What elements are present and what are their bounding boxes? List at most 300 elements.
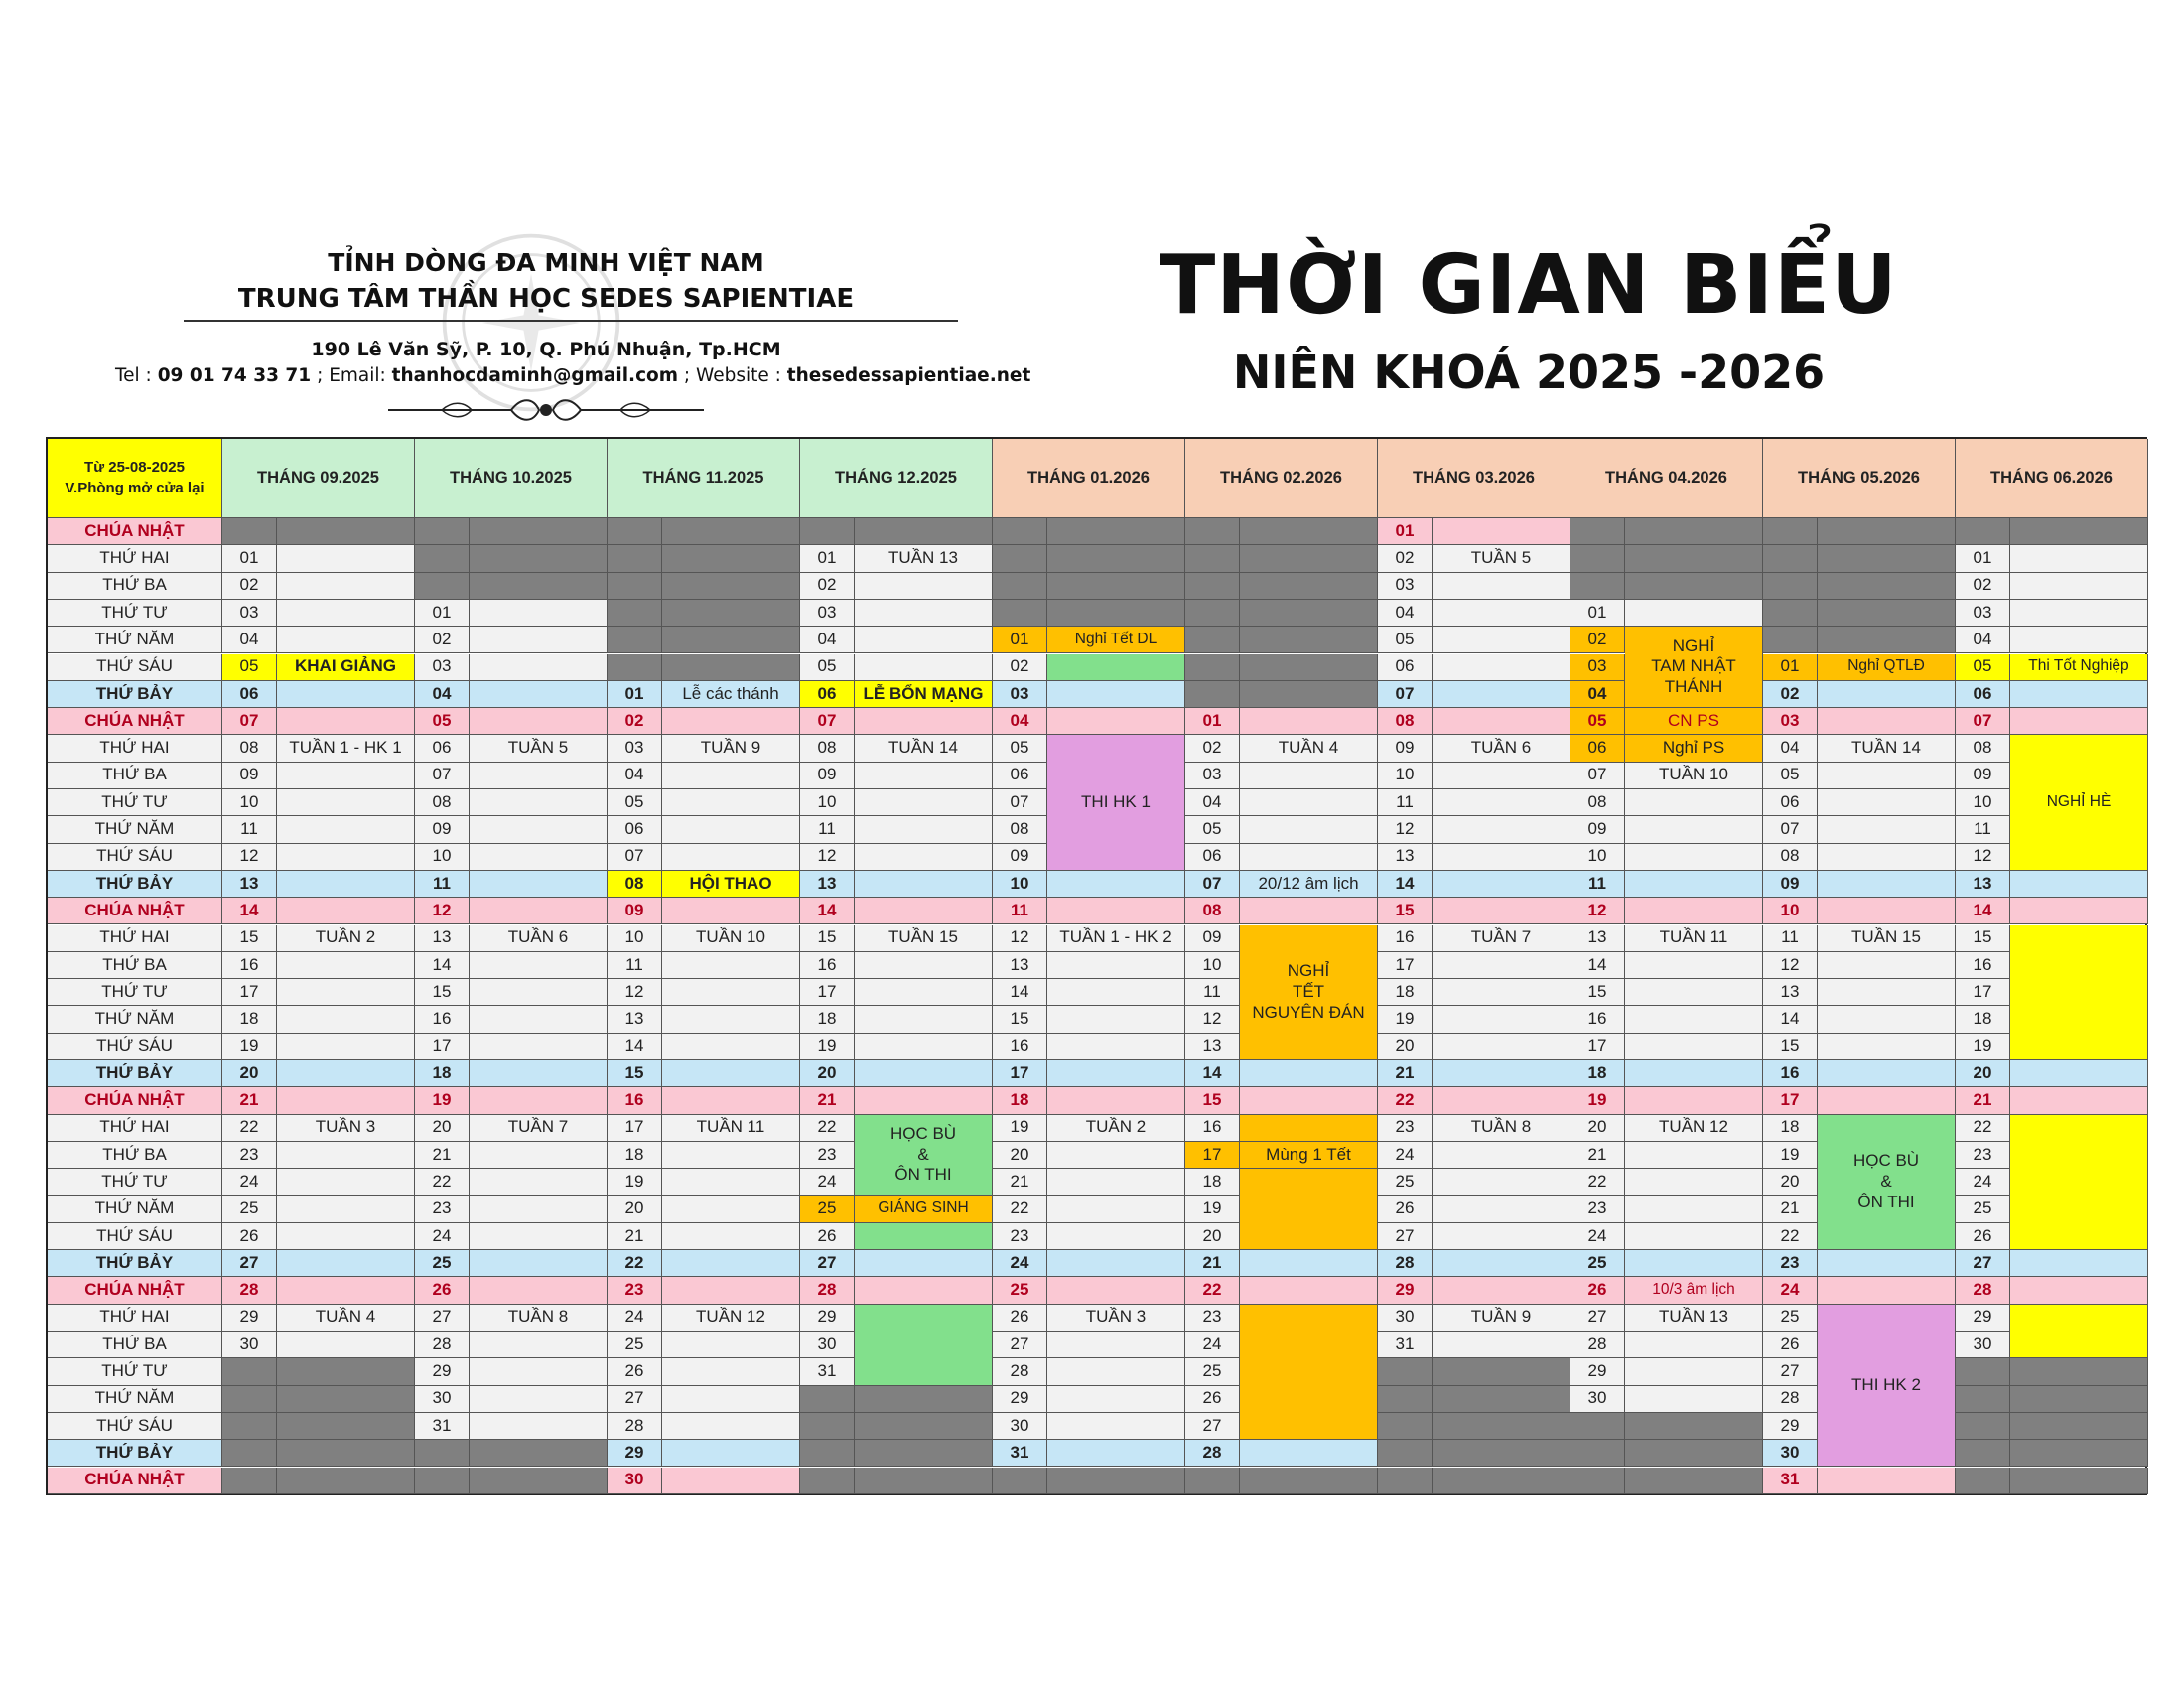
empty-cell [277,518,415,545]
day-number: 26 [1763,1332,1818,1358]
week-note [470,979,608,1006]
event-cell [2010,735,2148,871]
day-number: 14 [993,979,1047,1006]
event-text: 20/12 âm lịch [1258,873,1359,893]
day-number: 13 [1185,1034,1240,1060]
week-note [1433,844,1570,871]
week-note [1818,1277,1956,1304]
day-number: 29 [415,1358,470,1385]
day-label: THỨ SÁU [48,1413,222,1440]
empty-cell [470,545,608,572]
empty-cell [1240,518,1378,545]
day-number: 02 [993,654,1047,681]
day-number: 19 [1956,1034,2010,1060]
day-number: 24 [415,1223,470,1250]
day-label: THỨ SÁU [48,654,222,681]
empty-cell [1433,1468,1570,1494]
org-name-center: TRUNG TÂM THẦN HỌC SEDES SAPIENTIAE [237,284,855,314]
week-note [855,952,993,979]
event-cell [1625,708,1763,735]
week-note [1433,1006,1570,1033]
day-number: 12 [1378,816,1433,843]
empty-cell [1185,573,1240,600]
empty-cell [855,1413,993,1440]
day-number: 09 [800,763,855,789]
week-note [470,844,608,871]
week-note [1240,1440,1378,1467]
day-number: 18 [800,1006,855,1033]
org-address: 190 Lê Văn Sỹ, P. 10, Q. Phú Nhuận, Tp.HCM [311,339,781,360]
event-text: 10/3 âm lịch [1652,1281,1735,1299]
day-number: 08 [1570,789,1625,816]
week-note [855,871,993,898]
day-number: 30 [1378,1305,1433,1332]
week-note [662,1060,800,1087]
day-number: 19 [222,1034,277,1060]
empty-cell [1378,1440,1433,1467]
week-note [2010,1277,2148,1304]
event-cell [1818,1305,1956,1468]
week-note [470,681,608,708]
week-note [1047,898,1185,924]
week-note [662,763,800,789]
day-number: 12 [800,844,855,871]
week-note [1625,1087,1763,1114]
day-label: CHÚA NHẬT [48,1277,222,1304]
week-note [662,979,800,1006]
week-note: TUẦN 7 [1433,925,1570,952]
month-header: THÁNG 03.2026 [1378,439,1570,518]
day-number: 12 [1956,844,2010,871]
day-number: 24 [222,1169,277,1196]
day-number: 19 [608,1169,662,1196]
day-number: 05 [993,735,1047,762]
day-number: 24 [1185,1332,1240,1358]
day-number: 15 [993,1006,1047,1033]
week-note [1433,627,1570,653]
day-number: 26 [1570,1277,1625,1304]
week-note: TUẦN 7 [470,1115,608,1142]
week-note [855,573,993,600]
week-note: TUẦN 1 - HK 2 [1047,925,1185,952]
event-cell [1047,654,1185,681]
empty-cell [1378,1468,1433,1494]
day-number: 01 [415,600,470,627]
event-text: NGHỈ [1672,635,1715,655]
week-note [1625,1060,1763,1087]
day-number: 21 [993,1169,1047,1196]
day-number: 28 [415,1332,470,1358]
day-number: 25 [1378,1169,1433,1196]
day-number: 19 [1378,1006,1433,1033]
day-number: 02 [1378,545,1433,572]
day-number: 13 [608,1006,662,1033]
week-note [277,600,415,627]
week-note [277,1087,415,1114]
day-number: 24 [608,1305,662,1332]
week-note [1047,1169,1185,1196]
week-note [1047,681,1185,708]
day-number: 16 [1763,1060,1818,1087]
day-number: 22 [1185,1277,1240,1304]
day-number: 17 [1378,952,1433,979]
week-note [662,952,800,979]
week-note [855,1250,993,1277]
day-number: 08 [1185,898,1240,924]
day-number: 11 [608,952,662,979]
week-note: TUẦN 5 [1433,545,1570,572]
week-note [1047,1413,1185,1440]
event-cell [662,681,800,708]
event-text: Thi Tốt Nghiệp [2028,657,2129,675]
empty-cell [1625,573,1763,600]
week-note [855,708,993,735]
day-number: 25 [608,1332,662,1358]
day-number: 29 [1956,1305,2010,1332]
event-text: NGHỈ [1287,961,1330,981]
week-note [855,1060,993,1087]
day-number: 18 [993,1087,1047,1114]
month-header: THÁNG 05.2026 [1763,439,1956,518]
day-number: 13 [415,925,470,952]
day-number: 30 [415,1386,470,1413]
week-note [2010,871,2148,898]
week-note [277,545,415,572]
day-number: 27 [222,1250,277,1277]
org-contact-line [115,365,1031,386]
day-number: 15 [1956,925,2010,952]
week-note: TUẦN 12 [662,1305,800,1332]
empty-cell [1185,518,1240,545]
empty-cell [1378,1413,1433,1440]
day-label: THỨ HAI [48,545,222,572]
day-number: 06 [800,681,855,708]
week-note [855,763,993,789]
week-note [855,1087,993,1114]
day-number: 03 [1956,600,2010,627]
day-number: 31 [1378,1332,1433,1358]
day-number: 21 [800,1087,855,1114]
day-number: 07 [1956,708,2010,735]
day-number: 13 [1763,979,1818,1006]
day-number: 28 [993,1358,1047,1385]
week-note [1625,1250,1763,1277]
day-number: 04 [222,627,277,653]
event-text: HỌC BÙ [1852,1151,1920,1171]
empty-cell [222,518,277,545]
empty-cell [1047,518,1185,545]
week-note [1047,1358,1185,1385]
day-number: 21 [1185,1250,1240,1277]
empty-cell [608,627,662,653]
week-note: TUẦN 15 [855,925,993,952]
empty-cell [993,545,1047,572]
week-note [1625,816,1763,843]
week-note [855,1006,993,1033]
week-note [277,952,415,979]
day-number: 16 [993,1034,1047,1060]
week-note [470,1332,608,1358]
day-label: THỨ BA [48,1332,222,1358]
day-label: THỨ BA [48,952,222,979]
event-cell [855,1305,993,1386]
day-number: 22 [1763,1223,1818,1250]
week-note [470,1386,608,1413]
empty-cell [1625,1468,1763,1494]
day-label: THỨ HAI [48,925,222,952]
day-number: 01 [1378,518,1433,545]
week-note [1047,1440,1185,1467]
week-note [277,1169,415,1196]
empty-cell [470,518,608,545]
empty-cell [1240,1468,1378,1494]
week-note [2010,600,2148,627]
empty-cell [470,573,608,600]
week-note [662,898,800,924]
empty-cell [415,545,470,572]
day-number: 25 [1185,1358,1240,1385]
day-number: 18 [1956,1006,2010,1033]
day-number: 11 [1956,816,2010,843]
week-note [277,979,415,1006]
empty-cell [855,1386,993,1413]
event-text: GIÁNG SINH [878,1199,969,1217]
day-number: 17 [993,1060,1047,1087]
week-note [662,1169,800,1196]
day-number: 30 [1956,1332,2010,1358]
day-number: 24 [1763,1277,1818,1304]
week-note [855,844,993,871]
week-note [277,1250,415,1277]
empty-cell [1185,600,1240,627]
day-number: 10 [222,789,277,816]
day-number: 03 [1378,573,1433,600]
empty-cell [1570,1440,1625,1467]
week-note [277,1142,415,1169]
week-note [277,1034,415,1060]
empty-cell [1047,573,1185,600]
day-number: 16 [800,952,855,979]
day-number: 08 [608,871,662,898]
week-note [277,1332,415,1358]
day-number: 07 [800,708,855,735]
day-number: 06 [993,763,1047,789]
empty-cell [1956,518,2010,545]
day-label: CHÚA NHẬT [48,1468,222,1494]
day-number: 17 [415,1034,470,1060]
week-note [2010,545,2148,572]
day-number: 13 [993,952,1047,979]
day-number: 10 [1956,789,2010,816]
day-number: 27 [1570,1305,1625,1332]
month-header: THÁNG 02.2026 [1185,439,1378,518]
event-cell [2010,654,2148,681]
day-number: 20 [1185,1223,1240,1250]
page-subtitle: NIÊN KHOÁ 2025 -2026 [1232,346,1826,399]
event-text: THI HK 2 [1851,1374,1921,1394]
empty-cell [222,1413,277,1440]
day-number: 28 [608,1413,662,1440]
tel-number: 09 01 74 33 71 [157,365,312,386]
day-number: 12 [1185,1006,1240,1033]
week-note [662,1087,800,1114]
day-number: 12 [993,925,1047,952]
week-note [855,1034,993,1060]
empty-cell [1818,573,1956,600]
empty-cell [993,518,1047,545]
day-number: 28 [1956,1277,2010,1304]
day-number: 05 [1763,763,1818,789]
empty-cell [1240,600,1378,627]
day-number: 01 [1570,600,1625,627]
empty-cell [1625,545,1763,572]
day-label: THỨ NĂM [48,627,222,653]
day-number: 04 [608,763,662,789]
week-note [1625,1358,1763,1385]
day-number: 16 [1956,952,2010,979]
empty-cell [662,573,800,600]
day-number: 22 [608,1250,662,1277]
day-label: CHÚA NHẬT [48,708,222,735]
week-note [1818,1034,1956,1060]
week-note: TUẦN 10 [662,925,800,952]
week-note [1433,1196,1570,1223]
day-label: THỨ TƯ [48,789,222,816]
empty-cell [222,1440,277,1467]
week-note [662,1034,800,1060]
day-number: 10 [415,844,470,871]
day-number: 25 [222,1196,277,1223]
week-note [470,1142,608,1169]
day-number: 03 [1763,708,1818,735]
week-note [2010,1250,2148,1277]
week-note [1625,789,1763,816]
event-text: Nghỉ Tết DL [1074,630,1158,647]
empty-cell [415,1468,470,1494]
week-note [1047,1250,1185,1277]
day-number: 15 [1378,898,1433,924]
week-note [1047,708,1185,735]
empty-cell [1185,654,1240,681]
week-note: TUẦN 6 [1433,735,1570,762]
week-note [1433,708,1570,735]
week-note [1047,1034,1185,1060]
day-number: 26 [608,1358,662,1385]
week-note [470,763,608,789]
empty-cell [1240,681,1378,708]
day-number: 23 [800,1142,855,1169]
day-number: 13 [800,871,855,898]
day-number: 03 [1185,763,1240,789]
empty-cell [608,600,662,627]
empty-cell [1763,600,1818,627]
day-number: 03 [222,600,277,627]
day-number: 24 [1570,1223,1625,1250]
week-note [1818,844,1956,871]
day-number: 04 [800,627,855,653]
day-number: 22 [1956,1115,2010,1142]
day-label: THỨ BẢY [48,871,222,898]
day-number: 06 [1956,681,2010,708]
empty-cell [277,1413,415,1440]
day-number: 06 [1763,789,1818,816]
day-number: 10 [993,871,1047,898]
week-note [470,789,608,816]
week-note [1433,816,1570,843]
week-note [855,1277,993,1304]
day-number: 17 [1570,1034,1625,1060]
day-number: 21 [222,1087,277,1114]
day-number: 15 [608,1060,662,1087]
day-number: 14 [222,898,277,924]
week-note [277,708,415,735]
day-number: 14 [1185,1060,1240,1087]
day-number: 19 [1763,1142,1818,1169]
day-number: 02 [608,708,662,735]
day-label: THỨ SÁU [48,844,222,871]
week-note [1818,1087,1956,1114]
empty-cell [1240,573,1378,600]
event-text: Nghỉ PS [1662,738,1725,758]
week-note [1818,871,1956,898]
empty-cell [1956,1386,2010,1413]
day-number: 08 [1763,844,1818,871]
day-number: 13 [1378,844,1433,871]
empty-cell [1240,654,1378,681]
week-note [662,1006,800,1033]
day-number: 24 [800,1169,855,1196]
day-number: 07 [415,763,470,789]
week-note [1240,1250,1378,1277]
day-number: 12 [222,844,277,871]
week-note: TUẦN 14 [855,735,993,762]
week-note [277,627,415,653]
week-note [1433,1087,1570,1114]
day-number: 23 [1956,1142,2010,1169]
day-number: 12 [415,898,470,924]
day-number: 30 [993,1413,1047,1440]
week-note [277,1006,415,1033]
day-number: 01 [222,545,277,572]
day-number: 20 [1378,1034,1433,1060]
day-number: 27 [800,1250,855,1277]
day-number: 26 [1956,1223,2010,1250]
week-note [1433,763,1570,789]
email-address: thanhocdaminh@gmail.com [391,365,679,386]
week-note [662,1277,800,1304]
empty-cell [277,1440,415,1467]
header-divider [184,320,958,322]
day-number: 02 [1763,681,1818,708]
empty-cell [2010,1413,2148,1440]
event-cell [1818,1115,1956,1251]
event-cell [277,654,415,681]
day-number: 29 [993,1386,1047,1413]
day-number: 18 [222,1006,277,1033]
day-number: 15 [1570,979,1625,1006]
empty-cell [800,1413,855,1440]
day-number: 13 [1956,871,2010,898]
day-number: 21 [1763,1196,1818,1223]
event-cell [1625,735,1763,762]
day-number: 14 [608,1034,662,1060]
day-number: 26 [222,1223,277,1250]
week-note [2010,1060,2148,1087]
empty-cell [855,1468,993,1494]
day-number: 31 [415,1413,470,1440]
event-cell [2010,925,2148,1061]
week-note [662,1332,800,1358]
